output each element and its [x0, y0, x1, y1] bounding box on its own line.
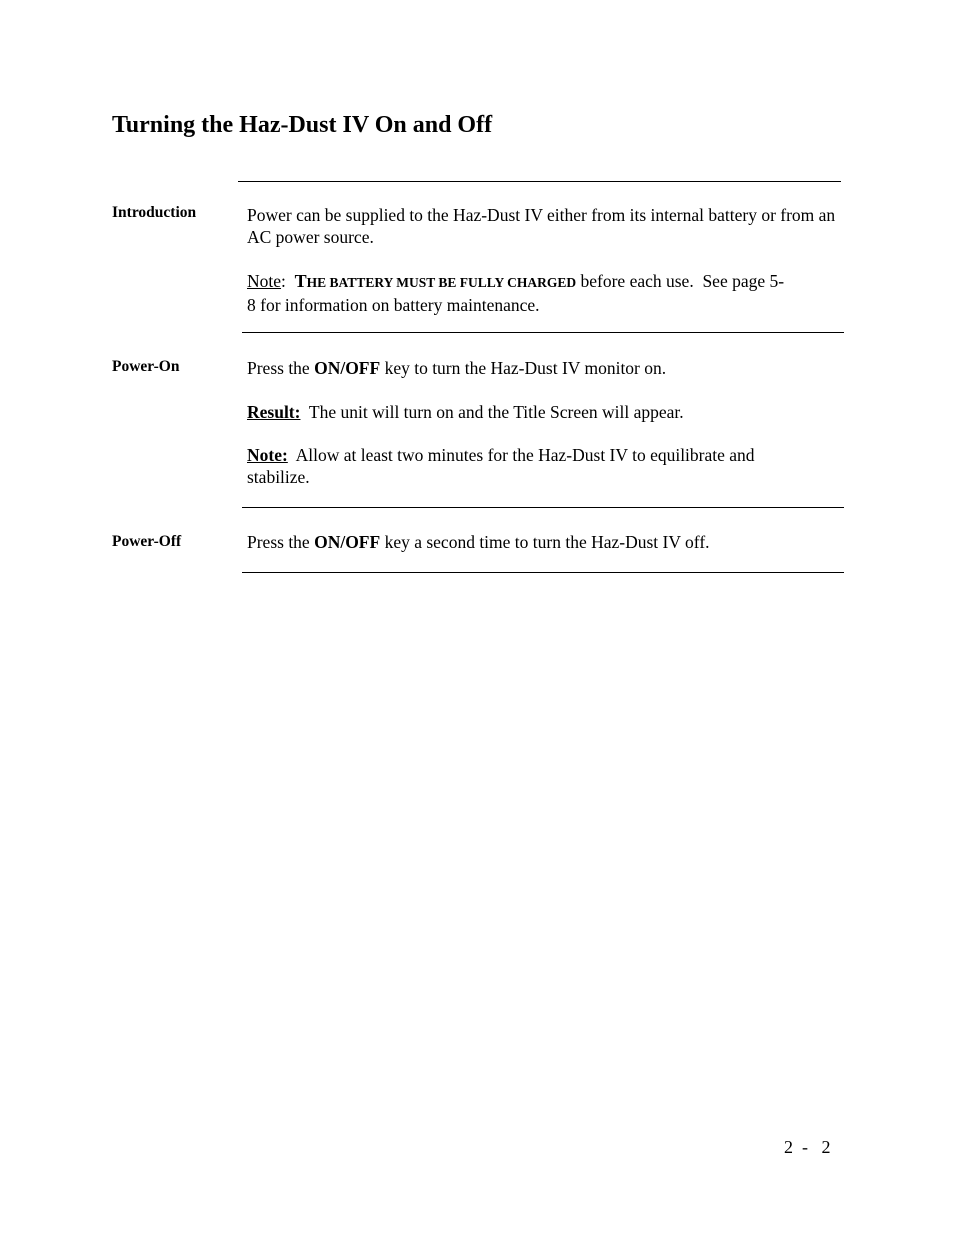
- note-label: Note:: [247, 445, 288, 465]
- note-text-line1: before each use. See page 5-: [576, 271, 785, 291]
- power-on-body: [247, 357, 839, 488]
- on-off-key-name: ON/OFF: [314, 532, 381, 552]
- power-on-instruction: [247, 357, 839, 379]
- section-divider: [242, 507, 844, 508]
- introduction-note: [247, 270, 839, 316]
- power-off-label: Power-Off: [112, 533, 182, 550]
- result-label: Result:: [247, 402, 301, 422]
- introduction-paragraph: Power can be supplied to the Haz-Dust IV either from its internal battery or from an AC power source.: [247, 205, 836, 247]
- page-title: Turning the Haz-Dust IV On and Off: [112, 112, 493, 138]
- power-on-label: Power-On: [112, 358, 180, 375]
- note-label: Note: [247, 271, 282, 291]
- section-divider: [242, 332, 844, 333]
- power-on-result: [247, 401, 839, 423]
- instruction-post: key a second time to turn the Haz-Dust IV off.: [380, 532, 710, 552]
- page-number: 2 - 2: [784, 1137, 831, 1157]
- instruction-pre: Press the: [247, 358, 315, 378]
- note-text-line2: 8 for information on battery maintenance.: [247, 295, 540, 315]
- introduction-body: [247, 204, 839, 316]
- note-caps: [295, 271, 576, 291]
- note-caps-rest: HE BATTERY MUST BE FULLY CHARGED: [306, 275, 577, 290]
- note-caps-first: T: [294, 271, 307, 291]
- section-divider: [242, 572, 844, 573]
- note-text: Allow at least two minutes for the Haz-Dust IV to equilibrate and stabilize.: [247, 445, 759, 487]
- note-separator: :: [281, 271, 295, 291]
- introduction-label: Introduction: [112, 204, 197, 221]
- power-on-note: [247, 444, 807, 488]
- power-off-body: [247, 531, 839, 553]
- on-off-key-name: ON/OFF: [314, 358, 381, 378]
- instruction-pre: Press the: [247, 532, 315, 552]
- section-divider: [238, 181, 841, 182]
- instruction-post: key to turn the Haz-Dust IV monitor on.: [380, 358, 667, 378]
- result-text: The unit will turn on and the Title Screen will appear.: [300, 402, 684, 422]
- power-off-instruction: [247, 531, 839, 553]
